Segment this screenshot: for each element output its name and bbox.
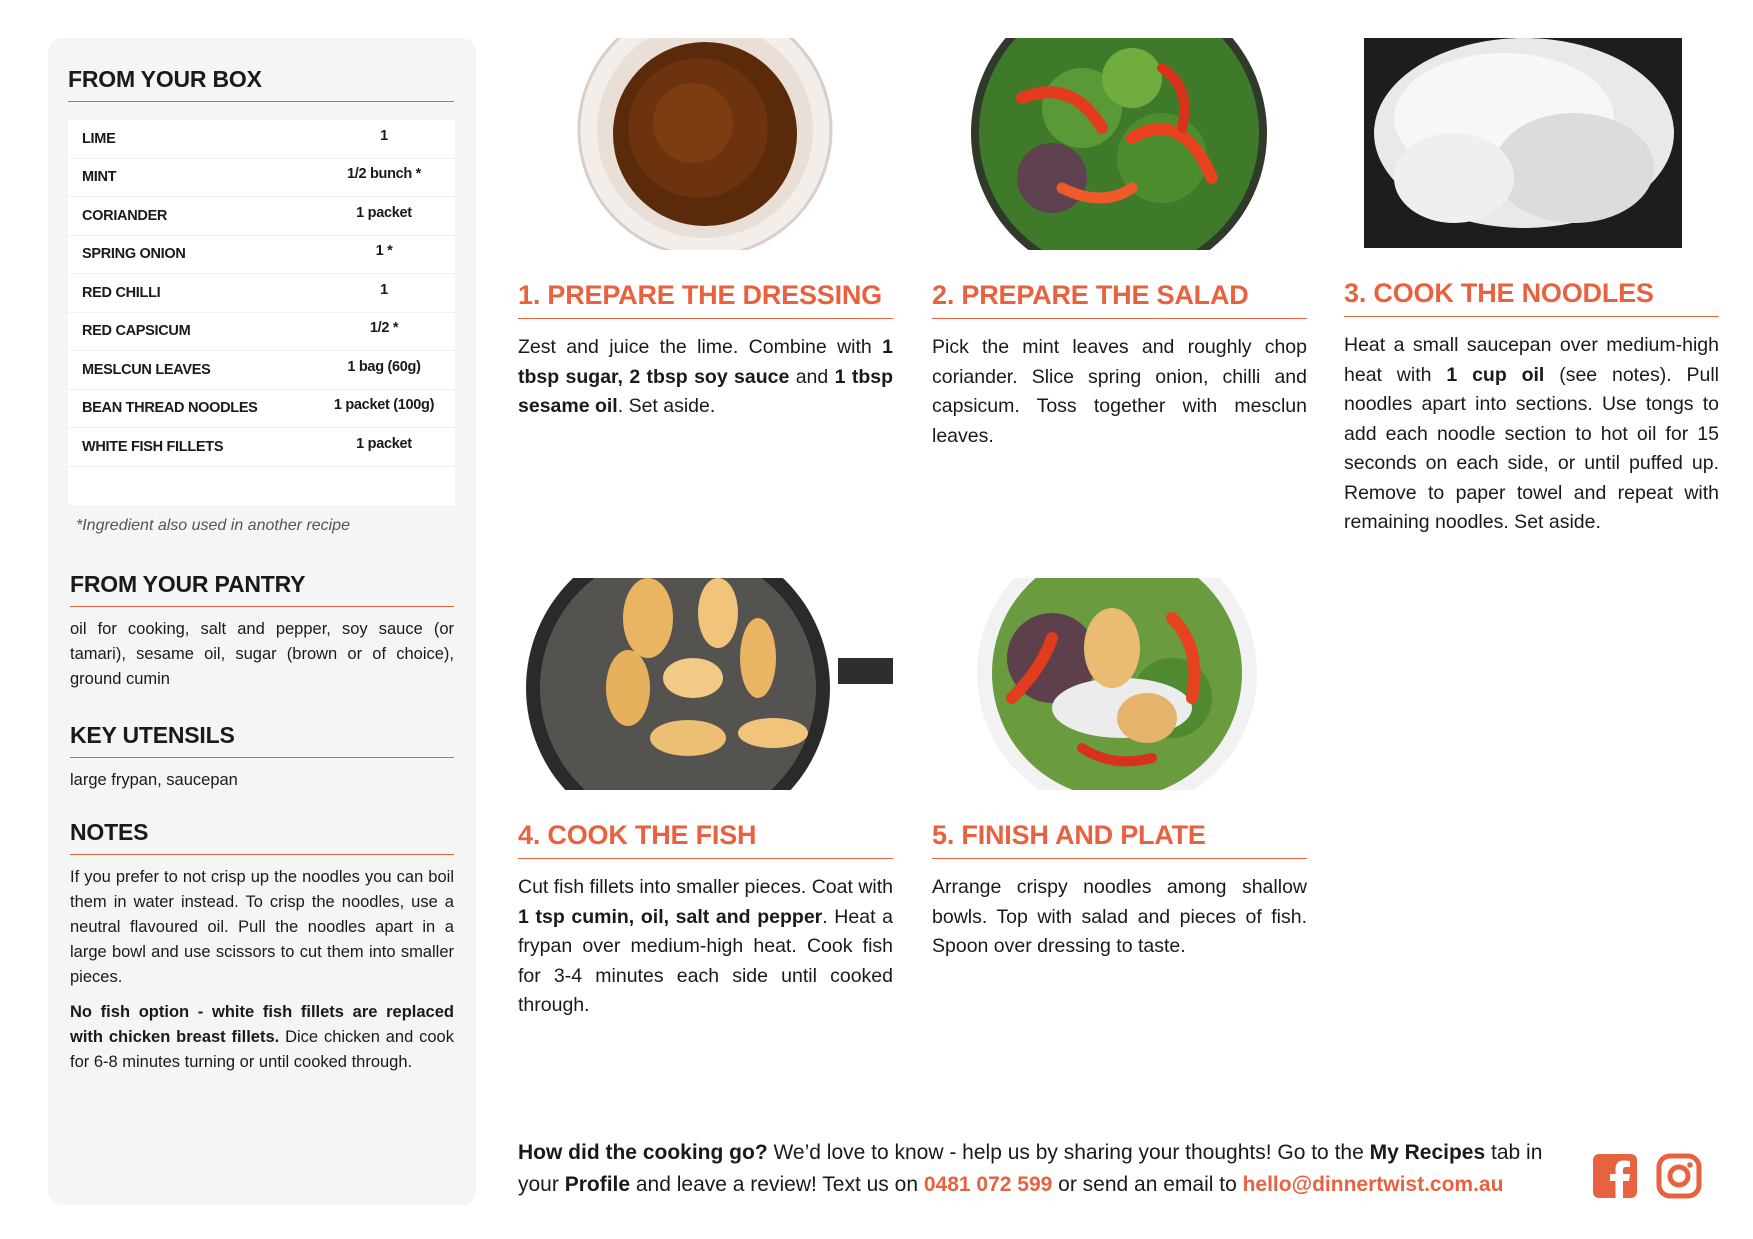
facebook-icon[interactable] bbox=[1592, 1153, 1638, 1199]
ingredient-name: RED CHILLI bbox=[82, 284, 161, 301]
step-3 bbox=[1344, 38, 1719, 538]
salad-bowl-image bbox=[932, 38, 1307, 250]
ingredient-name: MINT bbox=[82, 169, 117, 186]
step-text-bold: 1 cup oil bbox=[1446, 363, 1545, 386]
ingredient-quantity: 1 packet bbox=[356, 435, 412, 452]
step-text-bold: 1 tbsp sugar, 2 tbsp soy sauce bbox=[518, 336, 893, 388]
ingredient-quantity: 1 bbox=[380, 281, 388, 298]
no-fish-option-text: Dice chicken and cook for 6-8 minutes turning or until cooked through. bbox=[70, 1027, 454, 1071]
step-text-part: . Set aside. bbox=[617, 395, 716, 417]
key-utensils-title: KEY UTENSILS bbox=[70, 722, 454, 758]
footer-text-3: and leave a review! Text us on bbox=[630, 1173, 924, 1196]
ingredient-name: SPRING ONION bbox=[82, 246, 186, 263]
step-1-text bbox=[518, 333, 893, 422]
ingredient-row bbox=[68, 159, 455, 198]
step-text-part: (see notes). Pull noodles apart into sections. Use tongs to add each noodle section to hot oil for 15 seconds on each side, or until puffed up. Remove to paper towel and repeat with remaining noodles. Set aside. bbox=[1344, 363, 1719, 533]
step-4 bbox=[518, 578, 893, 1021]
phone-link[interactable]: 0481 072 599 bbox=[923, 1173, 1053, 1196]
ingredient-quantity: 1 bbox=[380, 127, 388, 144]
step-text-bold: 1 tsp cumin, oil, salt and pepper bbox=[518, 905, 823, 928]
ingredient-name: BEAN THREAD NOODLES bbox=[82, 400, 258, 417]
ingredient-quantity: 1/2 * bbox=[369, 320, 399, 337]
ingredient-row bbox=[68, 236, 455, 275]
step-5 bbox=[932, 578, 1307, 962]
notes-paragraph-2 bbox=[70, 1000, 454, 1075]
ingredient-name: CORIANDER bbox=[82, 207, 168, 224]
instagram-icon[interactable] bbox=[1656, 1153, 1702, 1199]
notes-paragraph-1: If you prefer to not crisp up the noodles you can boil them in water instead. To crisp the noodles, use a neutral flavoured oil. Pull the noodles apart in a large bowl and use scissors to cut them into smaller pieces. bbox=[70, 867, 454, 986]
my-recipes-label: My Recipes bbox=[1369, 1141, 1486, 1164]
ingredient-name: MESLCUN LEAVES bbox=[82, 361, 211, 378]
footer-text-1: We’d love to know - help us by sharing your thoughts! Go to the bbox=[767, 1141, 1370, 1164]
ingredient-row bbox=[68, 274, 455, 313]
plated-dish-image bbox=[932, 578, 1307, 790]
step-4-text bbox=[518, 873, 893, 1021]
ingredient-quantity: 1 packet bbox=[356, 204, 412, 221]
step-1-title: 1. PREPARE THE DRESSING bbox=[518, 280, 893, 319]
ingredients-table bbox=[68, 120, 455, 505]
footer-text-4: or send an email to bbox=[1052, 1173, 1243, 1196]
ingredient-name: RED CAPSICUM bbox=[82, 323, 191, 340]
step-3-title: 3. COOK THE NOODLES bbox=[1344, 278, 1719, 317]
notes-title: NOTES bbox=[70, 819, 454, 855]
step-text-part: and bbox=[789, 365, 835, 388]
step-text-part: Pick the mint leaves and roughly chop coriander. Slice spring onion, chilli and capsicum. Toss together with mesclun leaves. bbox=[932, 336, 1307, 447]
pantry-text: oil for cooking, salt and pepper, soy sauce (or tamari), sesame oil, sugar (brown or of choice), ground cumin bbox=[70, 619, 454, 688]
step-text-part: Zest and juice the lime. Combine with bbox=[518, 336, 883, 358]
step-text-part: Heat a small saucepan over medium-high heat with bbox=[1344, 334, 1719, 386]
step-text-part: Arrange crispy noodles among shallow bowls. Top with salad and pieces of fish. Spoon over dressing to taste. bbox=[932, 876, 1307, 957]
ingredient-name: WHITE FISH FILLETS bbox=[82, 438, 224, 455]
ingredient-row bbox=[68, 390, 455, 429]
step-2-title: 2. PREPARE THE SALAD bbox=[932, 280, 1307, 319]
step-3-text bbox=[1344, 331, 1719, 538]
from-your-pantry-title: FROM YOUR PANTRY bbox=[70, 571, 454, 607]
step-5-text bbox=[932, 873, 1307, 962]
ingredient-row bbox=[68, 120, 455, 159]
step-4-title: 4. COOK THE FISH bbox=[518, 820, 893, 859]
ingredient-row bbox=[68, 197, 455, 236]
step-2 bbox=[932, 38, 1307, 451]
footer-question: How did the cooking go? bbox=[518, 1141, 768, 1164]
ingredient-quantity: 1 * bbox=[375, 243, 393, 260]
dressing-bowl-image bbox=[518, 38, 893, 250]
frypan-fish-image bbox=[518, 578, 893, 790]
ingredient-quantity: 1 bag (60g) bbox=[347, 358, 421, 375]
step-2-text bbox=[932, 333, 1307, 451]
ingredient-row bbox=[68, 351, 455, 390]
noodles-tray-image bbox=[1344, 38, 1719, 248]
ingredient-quantity: 1/2 bunch * bbox=[346, 166, 422, 183]
email-link[interactable]: hello@dinnertwist.com.au bbox=[1242, 1173, 1504, 1196]
ingredient-quantity: 1 packet (100g) bbox=[333, 397, 435, 414]
step-1 bbox=[518, 38, 893, 422]
step-text-part: . Heat a frypan over medium-high heat. Cook fish for 3-4 minutes each side until cooked through. bbox=[518, 905, 893, 1016]
from-your-box-title: FROM YOUR BOX bbox=[68, 66, 454, 102]
utensils-text: large frypan, saucepan bbox=[70, 770, 238, 789]
step-text-bold: 1 tbsp sesame oil bbox=[518, 365, 893, 417]
footer-text-2: tab in your bbox=[518, 1141, 1543, 1196]
ingredient-name: LIME bbox=[82, 130, 116, 147]
ingredients-sidebar bbox=[48, 38, 476, 1205]
profile-label: Profile bbox=[564, 1173, 631, 1196]
ingredient-footnote: *Ingredient also used in another recipe bbox=[76, 516, 350, 534]
feedback-footer bbox=[518, 1137, 1588, 1201]
ingredient-row bbox=[68, 428, 455, 467]
step-5-title: 5. FINISH AND PLATE bbox=[932, 820, 1307, 859]
ingredient-row bbox=[68, 313, 455, 352]
step-text-part: Cut fish fillets into smaller pieces. Coat with bbox=[518, 876, 893, 898]
no-fish-option-bold: No fish option - white fish fillets are replaced with chicken breast fillets. bbox=[70, 1002, 454, 1046]
